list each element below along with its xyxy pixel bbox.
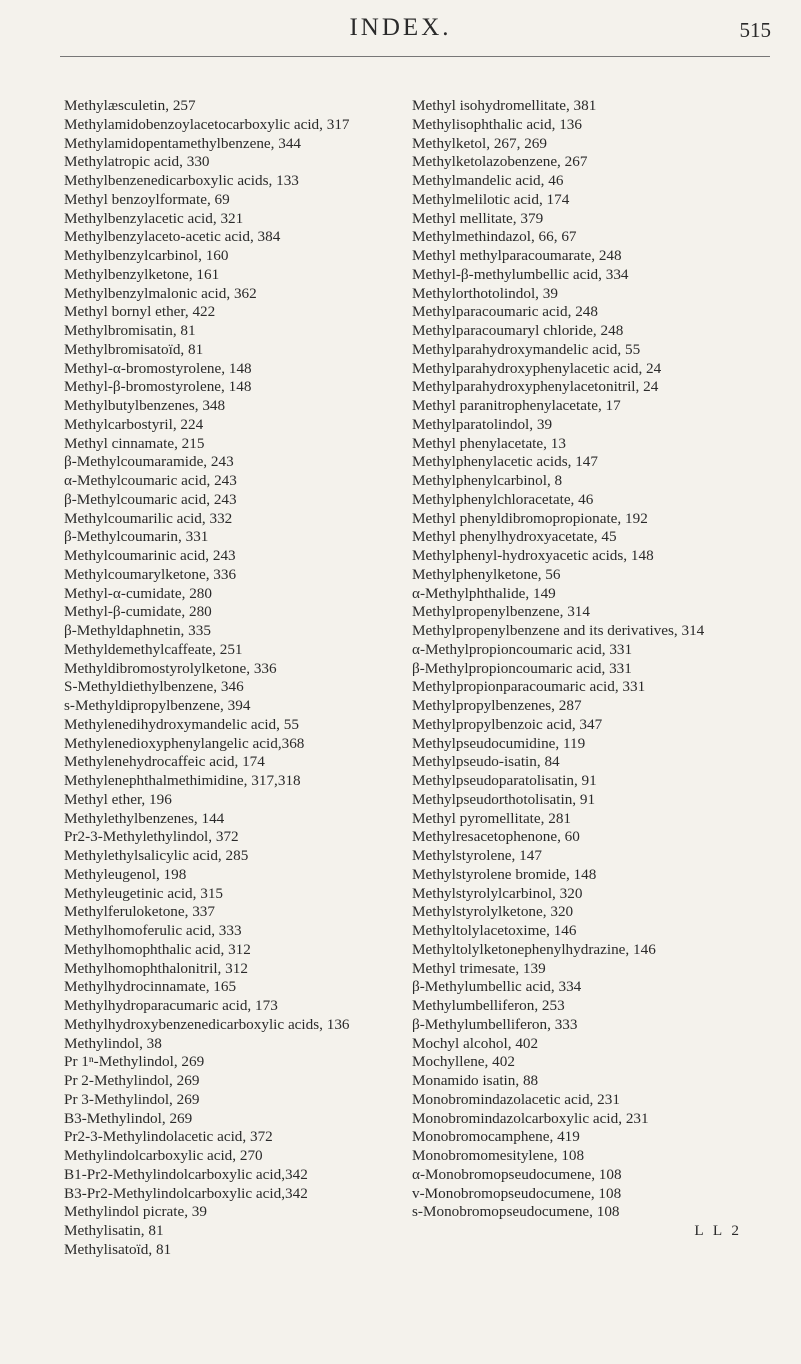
page-title: INDEX.	[349, 14, 452, 41]
index-entry: Methylbenzylcarbinol, 160	[64, 247, 229, 264]
index-entry: Methylpseudocumidine, 119	[412, 734, 586, 752]
index-entry: Methyl-α-cumidate, 280	[64, 584, 212, 602]
index-entry: Pr 1ⁿ-Methylindol, 269	[64, 1053, 205, 1071]
index-entry: Methylindol picrate, 39	[64, 1203, 207, 1221]
index-column-right	[412, 97, 772, 1241]
index-entry: Methylstyrolene, 147	[412, 847, 542, 864]
index-entry: Methylæsculetin, 257	[64, 97, 196, 114]
index-entry: Methylmethindazol, 66, 67	[412, 228, 577, 246]
index-entry: Methylstyrolylketone, 320	[412, 903, 574, 921]
index-entry: B3-Methylindol, 269	[64, 1109, 193, 1127]
index-entry: Methylisatin, 81	[64, 1222, 164, 1239]
index-entry: Methylpropenylbenzene, 314	[412, 603, 590, 621]
index-entry: Methyldemethylcaffeate, 251	[64, 640, 243, 658]
index-entry: Monobromindazolcarboxylic acid, 231	[412, 1109, 649, 1127]
index-entry: B3-Pr2-Methylindolcarboxylic acid,342	[64, 1184, 308, 1202]
index-entry: Methylisophthalic acid, 136	[412, 115, 582, 133]
index-entry: Methylbromisatoïd, 81	[64, 340, 204, 358]
index-entry: Methyltolylacetoxime, 146	[412, 922, 577, 939]
index-entry: Methylamidopentamethylbenzene, 344	[64, 134, 302, 152]
index-entry: Methylhomophthalonitril, 312	[64, 959, 248, 977]
index-entry: Methylatropic acid, 330	[64, 153, 210, 171]
index-entry: Methylenedioxyphenylangelic acid,368	[64, 734, 305, 752]
index-entry: Methyleugenol, 198	[64, 865, 187, 883]
index-entry: Methylorthotolindol, 39	[412, 284, 558, 302]
index-entry: Methyl-α-bromostyrolene, 148	[64, 359, 252, 377]
index-entry: β-Methylcoumarin, 331	[64, 528, 209, 546]
index-entry: Methylenedihydroxymandelic acid, 55	[64, 715, 299, 733]
page-number: 515	[739, 18, 771, 42]
index-entry: s-Methyldipropylbenzene, 394	[64, 697, 251, 714]
index-entry: α-Monobromopseudocumene, 108	[412, 1165, 622, 1183]
index-entry: Methylindolcarboxylic acid, 270	[64, 1147, 263, 1164]
index-entry: Pr 3-Methylindol, 269	[64, 1090, 200, 1108]
index-entry: β-Methyldaphnetin, 335	[64, 622, 211, 639]
index-entry: Methylcoumarylketone, 336	[64, 565, 237, 583]
index-entry: Monobromindazolacetic acid, 231	[412, 1090, 620, 1108]
signature-mark: L L 2	[694, 1222, 742, 1239]
index-entry: Methyl phenylhydroxyacetate, 45	[412, 528, 617, 546]
index-entry: α-Methylphthalide, 149	[412, 584, 556, 602]
index-entry: β-Methylpropioncoumaric acid, 331	[412, 659, 632, 677]
index-entry: Methylhomoferulic acid, 333	[64, 922, 242, 939]
index-entry: Methylphenyl-hydroxyacetic acids, 148	[412, 547, 654, 564]
index-entry: Methylbenzylketone, 161	[64, 265, 220, 283]
index-entry: Methylhomophthalic acid, 312	[64, 940, 251, 958]
index-entry: Methylparatolindol, 39	[412, 415, 553, 433]
index-entry: Methyl pyromellitate, 281	[412, 809, 572, 827]
index-entry: B1-Pr2-Methylindolcarboxylic acid,342	[64, 1165, 308, 1183]
index-entry: Methyl phenylacetate, 13	[412, 434, 566, 452]
index-entry: Methylferuloketone, 337	[64, 903, 215, 921]
index-entry: Methylketolazobenzene, 267	[412, 153, 588, 171]
index-entry: Monobromocamphene, 419	[412, 1128, 580, 1146]
index-entry: Methylmelilotic acid, 174	[412, 190, 570, 208]
index-entry: Methylhydroparacumaric acid, 173	[64, 997, 278, 1014]
index-entry: Methylstyrolene bromide, 148	[412, 865, 597, 883]
index-entry: Pr2-3-Methylindolacetic acid, 372	[64, 1128, 273, 1146]
index-entry: Methylethylbenzenes, 144	[64, 809, 225, 827]
index-entry: Methyl cinnamate, 215	[64, 434, 205, 452]
index-entry: Methylbutylbenzenes, 348	[64, 397, 226, 414]
index-entry: Methylketol, 267, 269	[412, 134, 547, 152]
index-entry: Methylparacoumaric acid, 248	[412, 303, 598, 321]
index-entry: β-Methylcoumaramide, 243	[64, 453, 234, 471]
index-entry: β-Methylumbelliferon, 333	[412, 1015, 578, 1033]
index-entry: Methylindol, 38	[64, 1034, 162, 1052]
index-entry: Methyl methylparacoumarate, 248	[412, 247, 622, 264]
index-entry: Methyl-β-cumidate, 280	[64, 603, 212, 621]
index-entry: Methylpropionparacoumaric acid, 331	[412, 678, 646, 696]
index-entry: Methylbromisatin, 81	[64, 322, 196, 339]
index-entry: Methylbenzylacetic acid, 321	[64, 209, 244, 227]
index-entry: Methyltolylketonephenylhydrazine, 146	[412, 940, 656, 958]
index-entry: Methylumbelliferon, 253	[412, 997, 565, 1014]
index-entry: Methyl mellitate, 379	[412, 209, 544, 227]
index-entry: Methylcoumarilic acid, 332	[64, 509, 233, 527]
index-entry: S-Methyldiethylbenzene, 346	[64, 678, 244, 696]
index-entry: Methylisatoïd, 81	[64, 1240, 172, 1258]
index-entry: Methylhydrocinnamate, 165	[64, 978, 237, 996]
index-entry: Methylethylsalicylic acid, 285	[64, 847, 249, 864]
header-rule	[60, 56, 770, 57]
index-entry: Mochyl alcohol, 402	[412, 1034, 539, 1052]
index-entry: α-Methylpropioncoumaric acid, 331	[412, 640, 633, 658]
index-entry: α-Methylcoumaric acid, 243	[64, 472, 237, 489]
index-entry: Pr 2-Methylindol, 269	[64, 1072, 200, 1089]
index-entry: Methyldibromostyrolylketone, 336	[64, 659, 277, 677]
index-entry: β-Methylcoumaric acid, 243	[64, 490, 237, 508]
index-entry: Methylbenzylaceto-acetic acid, 384	[64, 228, 281, 246]
index-entry: Mochyllene, 402	[412, 1053, 515, 1071]
index-entry: β-Methylumbellic acid, 334	[412, 978, 582, 996]
index-entry: Methylphenylketone, 56	[412, 565, 561, 583]
index-entry: Methylamidobenzoylacetocarboxylic acid, 317	[64, 115, 350, 133]
index-entry: Monamido isatin, 88	[412, 1072, 539, 1089]
index-entry: Methyl isohydromellitate, 381	[412, 97, 597, 114]
index-entry: Methylpseudorthotolisatin, 91	[412, 790, 596, 808]
index-entry: Methylenehydrocaffeic acid, 174	[64, 753, 265, 771]
index-entry: Methylcoumarinic acid, 243	[64, 547, 236, 564]
index-entry: Methylpseudoparatolisatin, 91	[412, 772, 597, 789]
index-column-left	[64, 97, 409, 1260]
index-entry: Methylparahydroxymandelic acid, 55	[412, 340, 641, 358]
index-entry: v-Monobromopseudocumene, 108	[412, 1184, 622, 1202]
page-header	[0, 0, 801, 90]
index-entry: Methylhydroxybenzenedicarboxylic acids, 136	[64, 1015, 350, 1033]
index-entry: Methylphenylchloracetate, 46	[412, 490, 594, 508]
index-entry: Methylbenzenedicarboxylic acids, 133	[64, 172, 299, 189]
index-entry: Methylparahydroxyphenylacetonitril, 24	[412, 378, 659, 396]
index-entry: s-Monobromopseudocumene, 108	[412, 1203, 620, 1221]
index-entry: Methylpropenylbenzene and its derivatives, 314	[412, 622, 705, 639]
index-entry: Methylparahydroxyphenylacetic acid, 24	[412, 359, 662, 377]
index-entry: Methylmandelic acid, 46	[412, 172, 564, 189]
index-entry: Methylbenzylmalonic acid, 362	[64, 284, 257, 302]
index-entry: Methyl ether, 196	[64, 790, 172, 808]
index-entry: Methyl paranitrophenylacetate, 17	[412, 397, 621, 414]
index-entry: Methyl-β-bromostyrolene, 148	[64, 378, 252, 396]
index-entry: Methylpropylbenzenes, 287	[412, 697, 582, 714]
index-entry: Pr2-3-Methylethylindol, 372	[64, 828, 239, 846]
index-entry: Methylphenylcarbinol, 8	[412, 472, 563, 489]
index-entry: Methylresacetophenone, 60	[412, 828, 580, 846]
index-entry: Methylphenylacetic acids, 147	[412, 453, 598, 471]
index-entry: Methyl phenyldibromopropionate, 192	[412, 509, 648, 527]
index-entry: Methylpseudo-isatin, 84	[412, 753, 560, 771]
index-entry: Methyl benzoylformate, 69	[64, 190, 230, 208]
index-entry: Methylenephthalmethimidine, 317,318	[64, 772, 301, 789]
index-entry: Methylstyrolylcarbinol, 320	[412, 884, 583, 902]
index-entry: Methylcarbostyril, 224	[64, 415, 204, 433]
index-entry: Monobromomesitylene, 108	[412, 1147, 585, 1164]
index-entry: Methyl bornyl ether, 422	[64, 303, 216, 321]
index-entry: Methyl-β-methylumbellic acid, 334	[412, 265, 629, 283]
index-entry: Methylpropylbenzoic acid, 347	[412, 715, 603, 733]
index-entry: Methyleugetinic acid, 315	[64, 884, 224, 902]
index-entry: Methylparacoumaryl chloride, 248	[412, 322, 624, 339]
index-entry: Methyl trimesate, 139	[412, 959, 546, 977]
